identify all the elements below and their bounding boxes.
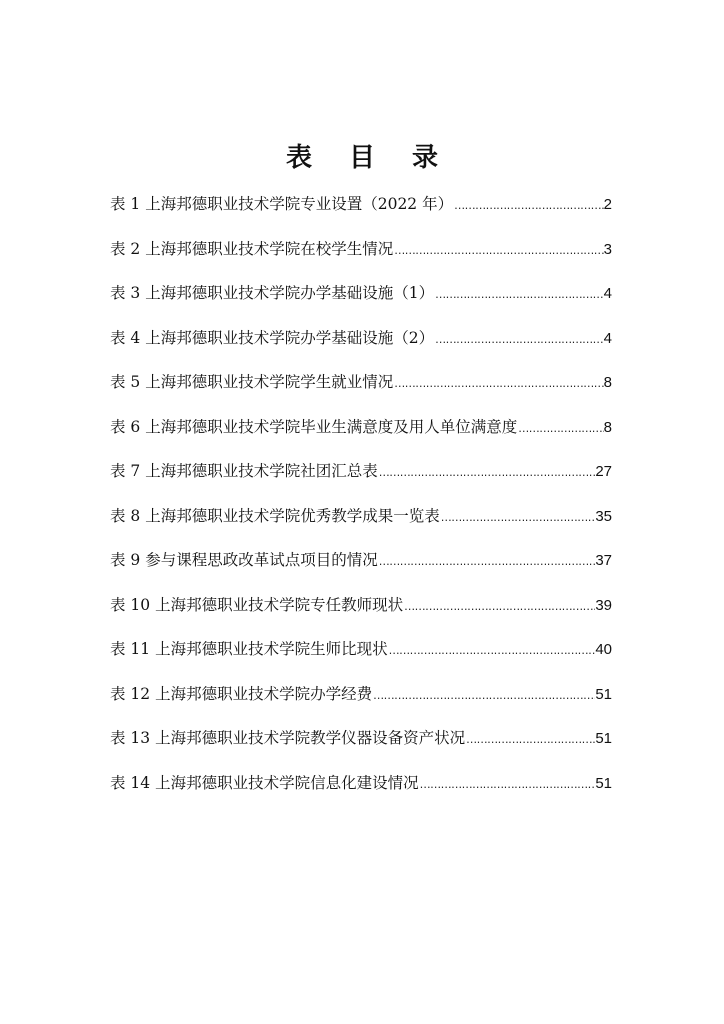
toc-entry-label: 表 7 上海邦德职业技术学院社团汇总表 xyxy=(110,462,378,480)
toc-entry-label: 表 1 上海邦德职业技术学院专业设置（2022 年） xyxy=(110,195,454,213)
toc-entry[interactable] xyxy=(110,635,612,680)
toc-entry-label: 表 8 上海邦德职业技术学院优秀教学成果一览表 xyxy=(110,506,440,525)
toc-entry[interactable] xyxy=(110,413,612,458)
toc-entry[interactable] xyxy=(110,324,612,369)
toc-entry[interactable] xyxy=(110,769,612,814)
table-of-contents xyxy=(110,190,612,813)
toc-entry[interactable] xyxy=(110,235,612,280)
toc-entry-page: 40 xyxy=(595,641,612,658)
toc-entry[interactable] xyxy=(110,502,612,547)
dot-leader xyxy=(393,370,603,398)
page-title: 表 目 录 xyxy=(285,143,453,173)
toc-entry-label: 表 11 上海邦德职业技术学院生师比现状 xyxy=(110,640,388,658)
toc-entry-label: 表 14 上海邦德职业技术学院信息化建设情况 xyxy=(110,773,419,792)
toc-entry[interactable] xyxy=(110,457,612,502)
toc-entry-page: 27 xyxy=(595,463,612,480)
dot-leader xyxy=(403,593,595,621)
toc-entry[interactable] xyxy=(110,546,612,591)
toc-entry-label: 表 4 上海邦德职业技术学院办学基础设施（2） xyxy=(110,328,435,347)
toc-entry[interactable] xyxy=(110,591,612,636)
toc-entry-page: 51 xyxy=(595,730,612,747)
toc-entry-page: 39 xyxy=(595,596,612,614)
toc-entry-page: 51 xyxy=(595,685,612,703)
dot-leader xyxy=(388,637,596,665)
toc-entry-page: 8 xyxy=(603,418,612,436)
toc-entry-page: 2 xyxy=(603,196,612,213)
dot-leader xyxy=(434,326,604,354)
toc-entry[interactable] xyxy=(110,279,612,324)
toc-entry-page: 3 xyxy=(603,240,612,258)
dot-leader xyxy=(393,237,603,265)
toc-entry[interactable] xyxy=(110,190,612,235)
dot-leader xyxy=(453,192,604,220)
dot-leader xyxy=(378,459,596,487)
toc-entry-label: 表 5 上海邦德职业技术学院学生就业情况 xyxy=(110,373,394,391)
toc-entry-page: 35 xyxy=(595,507,612,525)
dot-leader xyxy=(378,548,596,576)
dot-leader xyxy=(440,504,596,532)
toc-entry-page: 4 xyxy=(603,285,612,302)
toc-entry-label: 表 2 上海邦德职业技术学院在校学生情况 xyxy=(110,239,394,258)
toc-entry[interactable] xyxy=(110,724,612,769)
toc-entry-label: 表 12 上海邦德职业技术学院办学经费 xyxy=(110,684,373,703)
toc-entry[interactable] xyxy=(110,680,612,725)
toc-entry-page: 4 xyxy=(603,329,612,347)
toc-entry-label: 表 13 上海邦德职业技术学院教学仪器设备资产状况 xyxy=(110,729,466,747)
toc-entry-page: 8 xyxy=(603,374,612,391)
toc-entry[interactable] xyxy=(110,368,612,413)
toc-entry-label: 表 10 上海邦德职业技术学院专任教师现状 xyxy=(110,595,404,614)
dot-leader xyxy=(419,771,596,799)
toc-entry-label: 表 9 参与课程思政改革试点项目的情况 xyxy=(110,551,378,569)
toc-entry-label: 表 6 上海邦德职业技术学院毕业生满意度及用人单位满意度 xyxy=(110,417,518,436)
dot-leader xyxy=(434,281,604,309)
toc-entry-page: 51 xyxy=(595,774,612,792)
dot-leader xyxy=(517,415,603,443)
dot-leader xyxy=(465,726,595,754)
toc-entry-label: 表 3 上海邦德职业技术学院办学基础设施（1） xyxy=(110,284,435,302)
dot-leader xyxy=(372,682,595,710)
toc-entry-page: 37 xyxy=(595,552,612,569)
